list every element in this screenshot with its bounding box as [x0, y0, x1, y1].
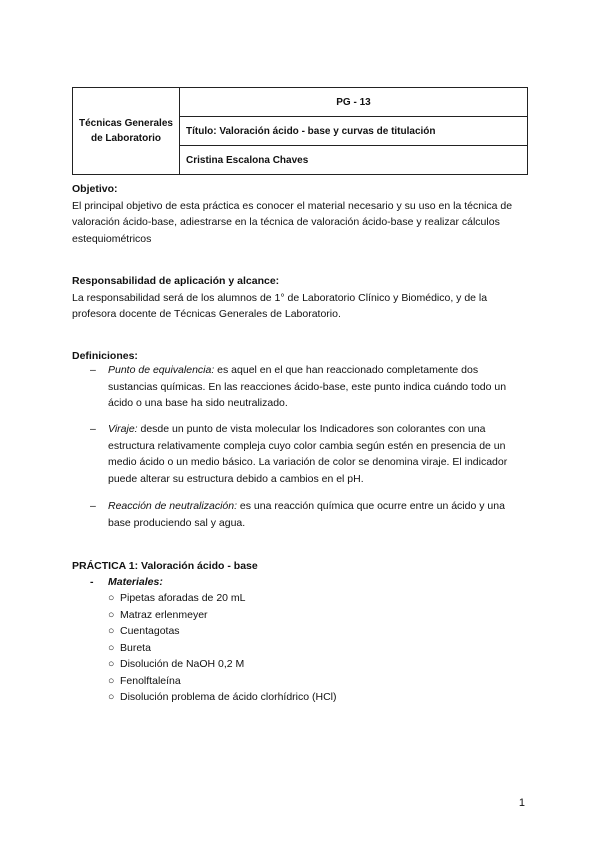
objective-text: El principal objetivo de esta práctica es conocer el material necesario y su uso en la técnica de valoración ácido-base, adiestrarse en la técnica de valoración ácido-base y realizar cálculos estequiométricos: [72, 199, 513, 245]
circle-bullet: ○: [108, 625, 115, 637]
objective-section: [72, 181, 532, 247]
circle-bullet: ○: [108, 658, 115, 670]
definition-dash: –: [90, 500, 96, 512]
circle-bullet: ○: [108, 592, 115, 604]
material-text: Cuentagotas: [120, 625, 180, 637]
definition-term: Viraje:: [108, 423, 138, 435]
responsibility-heading: Responsabilidad de aplicación y alcance:: [72, 275, 280, 287]
practice-heading: PRÁCTICA 1: Valoración ácido - base: [72, 560, 258, 572]
definitions-heading: Definiciones:: [72, 350, 138, 362]
definition-dash: –: [90, 423, 96, 435]
document-author: Cristina Escalona Chaves: [180, 146, 528, 175]
materials-heading: [90, 574, 163, 591]
circle-bullet: ○: [108, 674, 115, 687]
definition-item: [90, 498, 520, 531]
material-text: Disolución de NaOH 0,2 M: [120, 658, 245, 670]
definition-dash: –: [90, 364, 96, 376]
list-item: [108, 623, 337, 640]
definition-item: [90, 362, 520, 412]
material-text: Bureta: [120, 641, 151, 654]
department-cell: Técnicas Generales de Laboratorio: [73, 88, 180, 175]
list-item: [108, 590, 337, 607]
page-number: 1: [518, 797, 525, 809]
circle-bullet: ○: [108, 691, 115, 703]
materials-label: Materiales:: [108, 576, 163, 588]
document-code: PG - 13: [180, 88, 528, 117]
definition-text: desde un punto de vista molecular los Indicadores son colorantes con una estructura relativamente compleja cuyo color cambia según estén en presencia de un medio ácido o un medio básico. La variación de color se denomina viraje. El indicador puede alterar su estructura debido a cambios en el pH.: [108, 423, 508, 485]
circle-bullet: ○: [108, 641, 115, 654]
header-table: [72, 87, 528, 175]
list-item: [108, 640, 337, 657]
document-title: Título: Valoración ácido - base y curvas de titulación: [180, 117, 528, 146]
objective-heading: Objetivo:: [72, 183, 118, 195]
responsibility-text: La responsabilidad será de los alumnos de 1° de Laboratorio Clínico y Biomédico, y de la profesora docente de Técnicas Generales de Laboratorio.: [72, 291, 488, 320]
list-item: [108, 656, 337, 673]
material-text: Fenolftaleína: [120, 674, 181, 687]
definition-item: [90, 421, 520, 487]
definition-text: es aquel en el que han reaccionado completamente dos sustancias químicas. En las reacciones ácido-base, este punto indica cuándo todo un ácido o una base ha sido neutralizado.: [108, 364, 507, 409]
materials-bullet: -: [90, 576, 94, 588]
material-text: Pipetas aforadas de 20 mL: [120, 592, 246, 604]
material-text: Matraz erlenmeyer: [120, 608, 208, 621]
circle-bullet: ○: [108, 608, 115, 621]
definition-term: Reacción de neutralización:: [108, 500, 237, 512]
responsibility-section: [72, 273, 532, 323]
definition-text: es una reacción química que ocurre entre un ácido y una base produciendo sal y agua.: [108, 500, 505, 529]
list-item: [108, 673, 337, 690]
material-text: Disolución problema de ácido clorhídrico (HCl): [120, 691, 337, 703]
list-item: [108, 607, 337, 624]
definition-term: Punto de equivalencia:: [108, 364, 215, 376]
list-item: [108, 689, 337, 706]
materials-list: [108, 590, 337, 706]
